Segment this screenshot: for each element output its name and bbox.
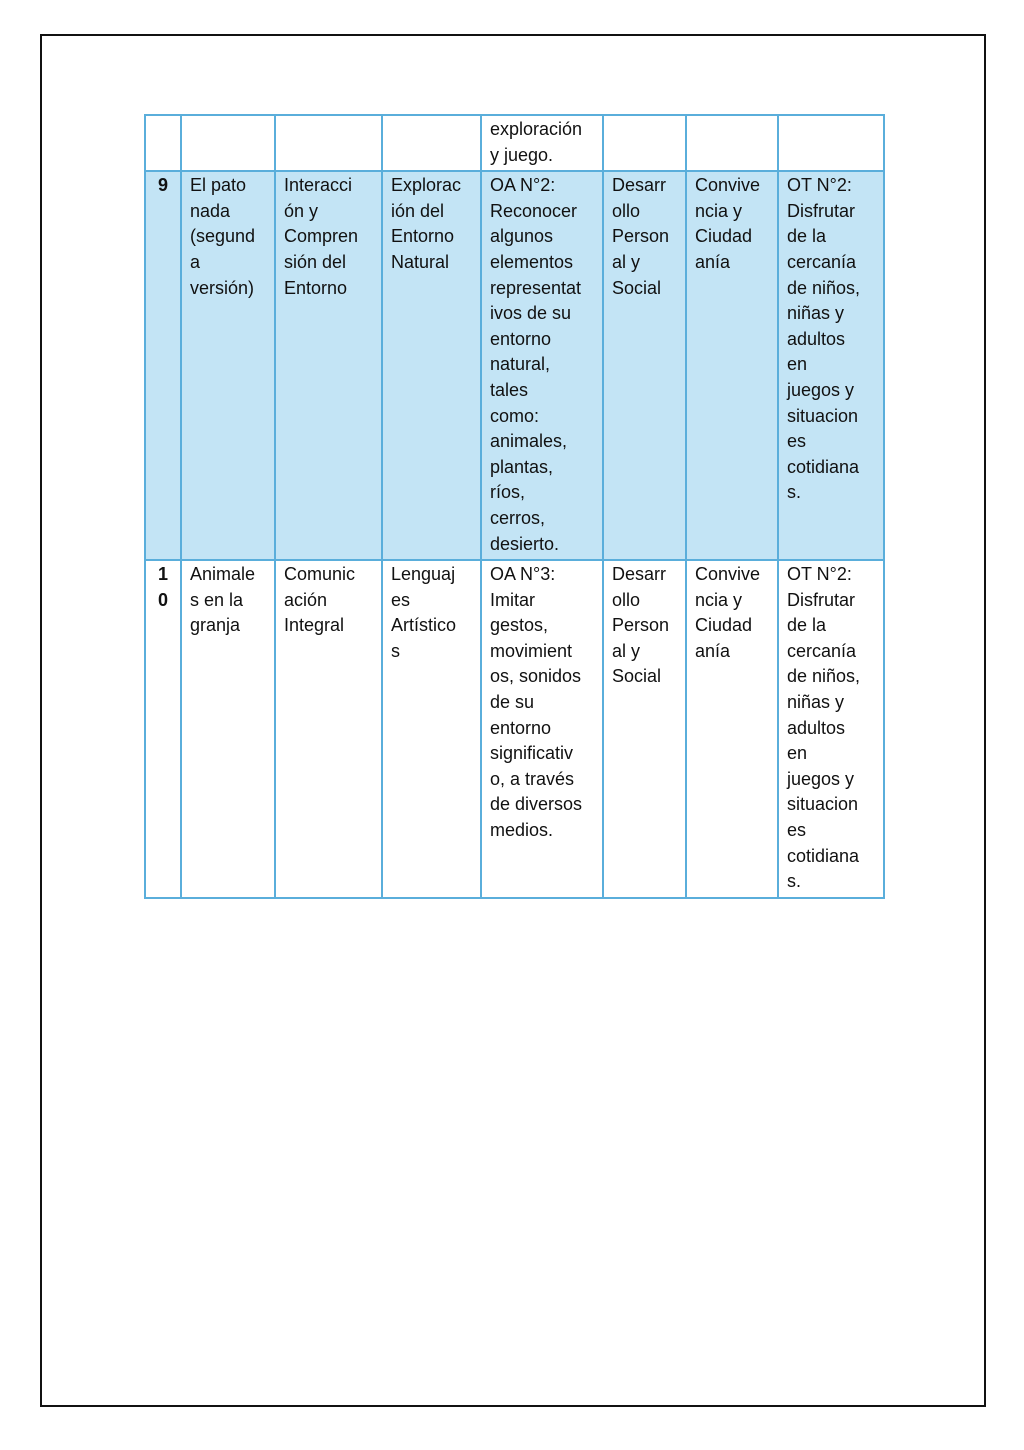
transversal-core-cell: Convive ncia y Ciudad anía [686, 171, 778, 560]
table-cell [686, 115, 778, 171]
table-cell [603, 115, 686, 171]
transversal-objective-cell: OT N°2: Disfrutar de la cercanía de niños, niñas y adultos en juegos y situacion es cotidiana s. [778, 171, 884, 560]
objective-cell: OA N°3: Imitar gestos, movimient os, sonidos de su entorno significativ o, a través de diversos medios. [481, 560, 603, 898]
table-row [145, 560, 884, 898]
table-row-continuation [145, 115, 884, 171]
transversal-core-cell: Convive ncia y Ciudad anía [686, 560, 778, 898]
table-cell [382, 115, 481, 171]
objective-cell: OA N°2: Reconocer algunos elementos representat ivos de su entorno natural, tales como: animales, plantas, ríos, cerros, desierto. [481, 171, 603, 560]
transversal-objective-cell: OT N°2: Disfrutar de la cercanía de niños, niñas y adultos en juegos y situacion es cotidiana s. [778, 560, 884, 898]
table-cell [778, 115, 884, 171]
table-cell [275, 115, 382, 171]
core-cell: Explorac ión del Entorno Natural [382, 171, 481, 560]
core-cell: Lenguaj es Artístico s [382, 560, 481, 898]
row-number-cell: 9 [145, 171, 181, 560]
experience-cell: Animale s en la granja [181, 560, 275, 898]
transversal-area-cell: Desarr ollo Person al y Social [603, 560, 686, 898]
experience-cell: El pato nada (segund a versión) [181, 171, 275, 560]
planning-table [144, 114, 885, 899]
area-cell: Interacci ón y Compren sión del Entorno [275, 171, 382, 560]
table-cell [181, 115, 275, 171]
objective-cell: exploración y juego. [481, 115, 603, 171]
row-number-cell [145, 115, 181, 171]
row-number-cell: 1 0 [145, 560, 181, 898]
transversal-area-cell: Desarr ollo Person al y Social [603, 171, 686, 560]
table-row [145, 171, 884, 560]
area-cell: Comunic ación Integral [275, 560, 382, 898]
